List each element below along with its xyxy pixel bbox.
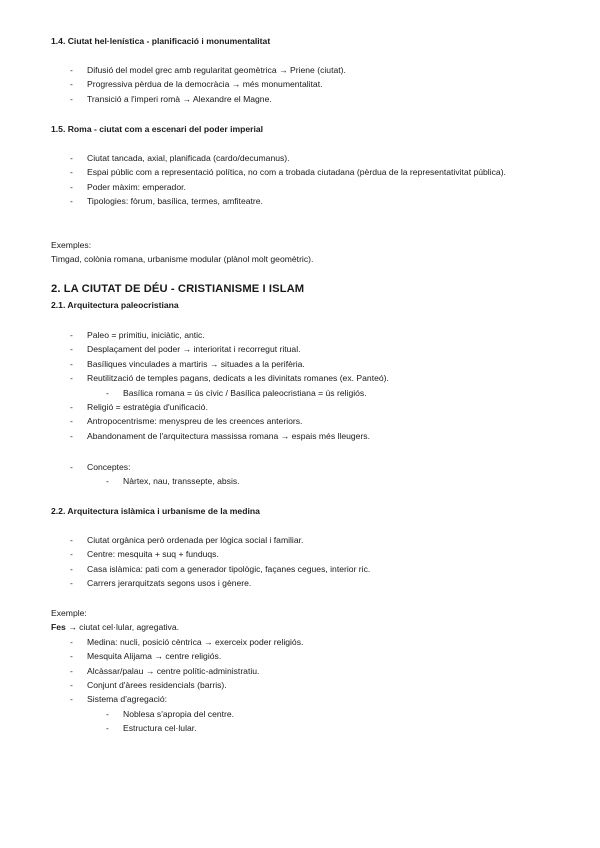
list-item: - Religió = estratègia d'unificació.	[0, 400, 600, 414]
concepts-block	[0, 460, 600, 489]
examples-block	[0, 238, 600, 267]
list-item: - Basíliques vinculades a martiris → situades a la perifèria.	[0, 357, 600, 371]
list-item: - Carrers jerarquitzats segons usos i gènere.	[0, 576, 600, 590]
section-heading: 2.2. Arquitectura islàmica i urbanisme de la medina	[51, 506, 260, 516]
fes-description: → ciutat cel·lular, agregativa.	[65, 622, 180, 633]
fes-line	[0, 620, 600, 634]
list-item: - Alcàssar/palau → centre polític-administratiu.	[0, 664, 600, 678]
section-1-4-list	[0, 63, 600, 106]
example-block	[0, 606, 600, 736]
section-2-1	[0, 298, 600, 312]
list-item: - Sistema d'agregació:	[0, 692, 600, 706]
section-heading: 2.1. Arquitectura paleocristiana	[51, 300, 179, 310]
section-1-4	[0, 34, 600, 48]
list-item: - Conjunt d'àrees residencials (barris).	[0, 678, 600, 692]
list-item: - Espai públic com a representació política, no com a trobada ciutadana (pèrdua de la representativitat pública).	[0, 165, 600, 179]
section-1-5	[0, 122, 600, 136]
list-item: - Desplaçament del poder → interioritat i recorregut ritual.	[0, 342, 600, 356]
example-label: Exemple:	[51, 608, 87, 618]
section-heading: 1.5. Roma - ciutat com a escenari del poder imperial	[51, 124, 264, 134]
list-item: - Paleo = primitiu, iniciàtic, antic.	[0, 328, 600, 342]
sub-list-item: - Nàrtex, nau, transsepte, absis.	[0, 474, 600, 488]
list-item: - Tipologies: fòrum, basílica, termes, amfiteatre.	[0, 194, 600, 208]
list-item: - Ciutat tancada, axial, planificada (cardo/decumanus).	[0, 151, 600, 165]
list-item: - Abandonament de l'arquitectura massissa romana → espais més lleugers.	[0, 429, 600, 443]
list-item: - Progressiva pèrdua de la democràcia → més monumentalitat.	[0, 77, 600, 91]
section-1-5-list	[0, 151, 600, 209]
list-item: - Reutilització de temples pagans, dedicats a les divinitats romanes (ex. Panteó).	[0, 371, 600, 385]
section-2-2	[0, 504, 600, 518]
sub-list-item: - Noblesa s'apropia del centre.	[0, 707, 600, 721]
list-item: - Centre: mesquita + suq + funduqs.	[0, 547, 600, 561]
section-2-2-list	[0, 533, 600, 591]
list-item: - Transició a l'imperi romà → Alexandre el Magne.	[0, 92, 600, 106]
chapter-2	[0, 282, 600, 297]
section-2-1-list	[0, 328, 600, 443]
list-item: - Ciutat orgànica però ordenada per lògica social i familiar.	[0, 533, 600, 547]
list-item: - Medina: nucli, posició cèntrica → exerceix poder religiós.	[0, 635, 600, 649]
chapter-heading: 2. LA CIUTAT DE DÉU - CRISTIANISME I ISLAM	[51, 283, 305, 295]
fes-name: Fes	[51, 622, 66, 633]
list-item: - Mesquita Alijama → centre religiós.	[0, 649, 600, 663]
list-item: - Poder màxim: emperador.	[0, 180, 600, 194]
list-item: - Difusió del model grec amb regularitat geomètrica → Priene (ciutat).	[0, 63, 600, 77]
list-item: - Casa islàmica: pati com a generador tipològic, façanes cegues, interior ric.	[0, 562, 600, 576]
section-heading: 1.4. Ciutat hel·lenística - planificació i monumentalitat	[51, 36, 271, 46]
sub-list-item: - Estructura cel·lular.	[0, 721, 600, 735]
examples-label: Exemples:	[51, 240, 92, 250]
list-item: - Antropocentrisme: menyspreu de les creences anteriors.	[0, 414, 600, 428]
list-item: - Conceptes:	[0, 460, 600, 474]
examples-text: Timgad, colònia romana, urbanisme modular (plànol molt geomètric).	[51, 254, 314, 265]
sub-list-item: - Basílica romana = ús cívic / Basílica paleocristiana = ús religiós.	[0, 386, 600, 400]
